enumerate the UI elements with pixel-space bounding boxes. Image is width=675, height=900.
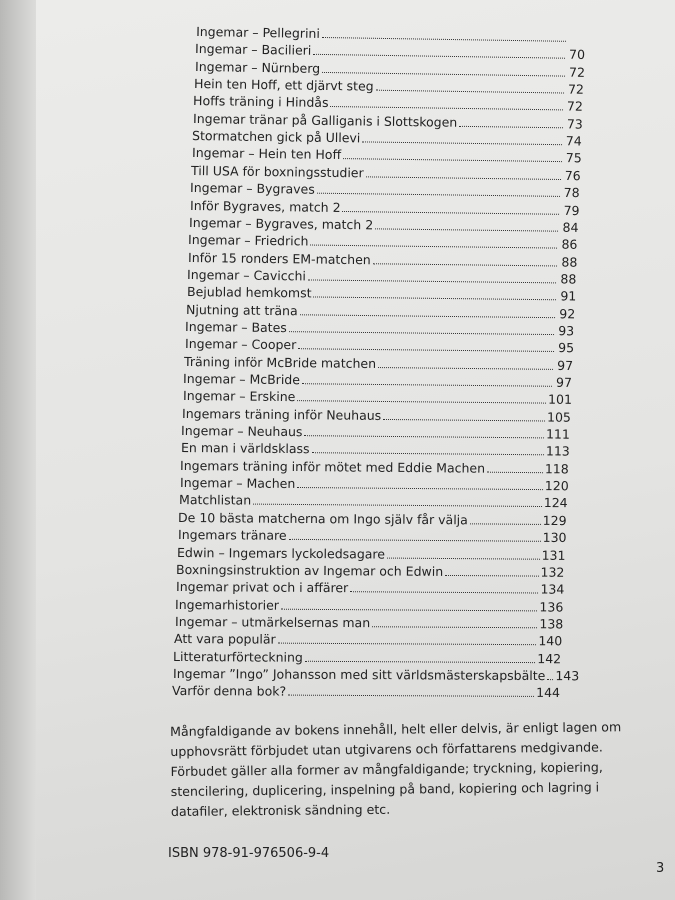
toc-entry-title: Edwin – Ingemars lyckoledsagare — [177, 544, 386, 562]
page-number: 3 — [656, 861, 665, 876]
toc-entry-title: Ingemar – utmärkelsernas man — [174, 613, 370, 631]
table-of-contents — [36, 0, 675, 700]
toc-entry-page: 88 — [560, 271, 577, 287]
toc-entry-page: 70 — [569, 47, 586, 63]
toc-entry-title: Bejublad hemkomst — [186, 284, 312, 301]
toc-leader-dots — [350, 591, 538, 593]
toc-entry-page: 144 — [536, 685, 561, 701]
toc-entry-title: Ingemar – Erskine — [182, 388, 296, 405]
toc-entry-page: 92 — [559, 305, 576, 321]
toc-entry-page: 78 — [563, 185, 581, 201]
toc-entry-page: 131 — [541, 547, 566, 563]
toc-entry-page: 124 — [543, 495, 568, 511]
toc-entry — [176, 579, 564, 598]
toc-leader-dots — [375, 228, 558, 231]
toc-leader-dots — [281, 608, 538, 611]
toc-leader-dots — [343, 159, 562, 163]
toc-leader-dots — [313, 297, 556, 301]
toc-entry-page: 111 — [546, 426, 571, 442]
toc-leader-dots — [487, 471, 543, 472]
toc-entry-title: Träning inför McBride matchen — [184, 353, 377, 371]
toc-entry-page: 72 — [567, 81, 585, 97]
toc-entry-title: Ingemar – McBride — [183, 371, 301, 388]
toc-leader-dots — [470, 523, 541, 525]
toc-entry-page: 101 — [547, 391, 572, 408]
toc-entry-title: Stormatchen gick på Ullevi — [192, 128, 361, 146]
toc-entry-page: 72 — [567, 98, 584, 115]
toc-entry — [172, 683, 560, 701]
toc-leader-dots — [446, 575, 539, 577]
toc-entry-page: 105 — [547, 409, 572, 425]
toc-entry-title: Ingemar – Friedrich — [188, 232, 309, 249]
toc-leader-dots — [342, 210, 559, 214]
toc-entry-page: 93 — [558, 323, 575, 339]
toc-leader-dots — [311, 245, 558, 249]
toc-entry-title: Ingemar tränar på Galliganis i Slottskogen — [192, 110, 458, 130]
toc-leader-dots — [297, 400, 546, 403]
toc-entry-title: Njutning att träna — [185, 301, 298, 318]
notice-line: stencilering, duplicering, inspelning på band, kopiering och lagring i — [170, 779, 600, 799]
toc-leader-dots — [387, 557, 540, 559]
toc-entry-title: Hein ten Hoff, ett djärvt steg — [194, 76, 374, 94]
toc-entry-page: 75 — [565, 150, 582, 166]
toc-leader-dots — [373, 263, 558, 266]
toc-entry — [182, 406, 571, 426]
toc-entry-title: Ingemar – Bygraves — [190, 180, 316, 197]
toc-entry-title: De 10 bästa matcherna om Ingo själv får välja — [178, 509, 469, 528]
toc-entry-page: 134 — [540, 581, 565, 597]
toc-entry-page: 86 — [561, 236, 578, 253]
toc-leader-dots — [362, 141, 561, 145]
toc-leader-dots — [308, 279, 556, 283]
toc-entry — [180, 458, 569, 477]
toc-entry-title: Boxningsinstruktion av Ingemar och Edwin — [176, 561, 444, 579]
toc-entry — [175, 614, 563, 632]
notice-line: Förbudet gäller alla former av mångfaldigande; tryckning, kopiering, — [170, 759, 603, 779]
toc-entry-title: Till USA för boxningsstudier — [190, 162, 364, 181]
toc-entry-title: Varför denna bok? — [172, 683, 287, 699]
toc-leader-dots — [288, 539, 540, 542]
toc-entry-page: 136 — [539, 598, 564, 615]
toc-leader-dots — [298, 349, 554, 353]
toc-entry-page: 130 — [542, 529, 567, 546]
toc-leader-dots — [300, 314, 556, 318]
toc-entry-page: 97 — [557, 357, 574, 373]
toc-entry-page: 74 — [565, 133, 583, 149]
notice-line: Mångfaldigande av bokens innehåll, helt eller delvis, är enligt lagen om — [170, 719, 622, 739]
toc-leader-dots — [547, 679, 553, 680]
notice-line: datafiler, elektronisk sändning etc. — [170, 801, 391, 819]
toc-entry-title: Ingemar – Bacilieri — [195, 41, 312, 59]
toc-entry-page: 118 — [545, 460, 570, 477]
toc-entry-page: 140 — [538, 633, 563, 649]
toc-entry-title: En man i världsklass — [180, 440, 310, 457]
toc-entry-page: 129 — [542, 512, 567, 528]
toc-entry-title: Ingemar privat och i affärer — [175, 579, 349, 596]
toc-leader-dots — [288, 695, 534, 697]
toc-entry-title: Ingemar – Bates — [185, 318, 288, 336]
toc-entry — [178, 527, 567, 546]
toc-entry-page: 97 — [556, 374, 573, 390]
toc-entry-page: 91 — [559, 288, 576, 304]
toc-entry-title: Litteraturförteckning — [173, 648, 304, 665]
copyright-notice — [170, 717, 631, 822]
toc-entry — [175, 597, 563, 616]
toc-entry-title: Hoffs träning i Hindås — [193, 93, 330, 111]
toc-entry-page: 84 — [562, 219, 579, 235]
toc-leader-dots — [459, 126, 563, 128]
toc-entry-title: Ingemars träning inför mötet med Eddie Machen — [180, 457, 486, 476]
toc-leader-dots — [297, 487, 542, 490]
toc-entry-page: 88 — [561, 254, 578, 270]
toc-entry-title: Ingemar – Nürnberg — [194, 58, 320, 76]
toc-leader-dots — [302, 383, 552, 387]
toc-entry-page: 142 — [537, 650, 562, 666]
toc-leader-dots — [378, 367, 553, 370]
toc-entry-title: Ingemar – Cavicchi — [187, 266, 307, 284]
toc-entry-page: 72 — [568, 64, 585, 80]
book-binding — [0, 0, 36, 900]
toc-leader-dots — [278, 643, 537, 646]
toc-entry-page: 95 — [557, 340, 574, 356]
toc-entry — [172, 665, 579, 684]
toc-entry-title: Ingemar – Pellegrini — [196, 24, 321, 41]
toc-entry-title: Ingemar – Hein ten Hoff — [191, 145, 341, 163]
toc-entry-title: Ingemar – Machen — [179, 475, 295, 492]
toc-entry-title: Ingemars träning inför Neuhaus — [182, 405, 382, 423]
toc-entry-page: 132 — [540, 564, 565, 580]
toc-entry — [185, 336, 574, 356]
toc-leader-dots — [305, 660, 535, 662]
toc-entry — [178, 510, 567, 529]
toc-entry-page: 143 — [554, 668, 579, 684]
toc-entry — [176, 562, 564, 581]
toc-entry-title: Ingemars tränare — [177, 527, 287, 543]
toc-entry — [181, 440, 570, 460]
toc-entry-title: Ingemar ”Ingo” Johansson med sitt världsmästerskapsbälte — [172, 665, 546, 683]
toc-entry-title: Matchlistan — [178, 492, 252, 509]
toc-entry-page: 138 — [538, 616, 563, 632]
toc-leader-dots — [305, 435, 545, 438]
toc-entry-title: Ingemarhistorier — [175, 596, 280, 613]
toc-entry-title: Att vara populär — [173, 631, 276, 647]
toc-leader-dots — [383, 419, 545, 422]
toc-entry-page: 73 — [566, 116, 583, 132]
toc-entry — [173, 649, 561, 667]
toc-entry-title: Inför Bygraves, match 2 — [189, 197, 341, 215]
toc-leader-dots — [311, 453, 543, 456]
book-page — [36, 0, 675, 900]
toc-leader-dots — [376, 90, 564, 94]
toc-entry — [179, 492, 568, 511]
notice-line: upphovsrätt förbjudet utan utgivarens och författarens medgivande. — [170, 739, 603, 759]
toc-entry-title: Ingemar – Bygraves, match 2 — [189, 214, 374, 233]
toc-leader-dots — [314, 54, 566, 59]
toc-leader-dots — [289, 331, 554, 335]
toc-entry-page: 120 — [544, 478, 569, 494]
toc-leader-dots — [372, 626, 537, 628]
toc-leader-dots — [253, 504, 542, 507]
isbn-number: ISBN 978-91-976506-9-4 — [168, 846, 330, 861]
toc-entry — [174, 631, 562, 649]
toc-leader-dots — [322, 72, 565, 77]
toc-entry-title: Ingemar – Neuhaus — [181, 423, 304, 440]
toc-entry-page: 76 — [564, 167, 581, 184]
toc-entry — [177, 545, 566, 564]
toc-entry-title: Inför 15 ronders EM-matchen — [187, 249, 371, 267]
toc-entry-page: 79 — [563, 202, 580, 218]
toc-leader-dots — [322, 37, 566, 42]
toc-entry-title: Ingemar – Cooper — [184, 336, 296, 353]
toc-leader-dots — [331, 106, 563, 110]
toc-entry — [183, 388, 572, 408]
toc-entry-page: 113 — [545, 443, 570, 459]
toc-leader-dots — [317, 193, 560, 197]
toc-leader-dots — [366, 176, 561, 180]
